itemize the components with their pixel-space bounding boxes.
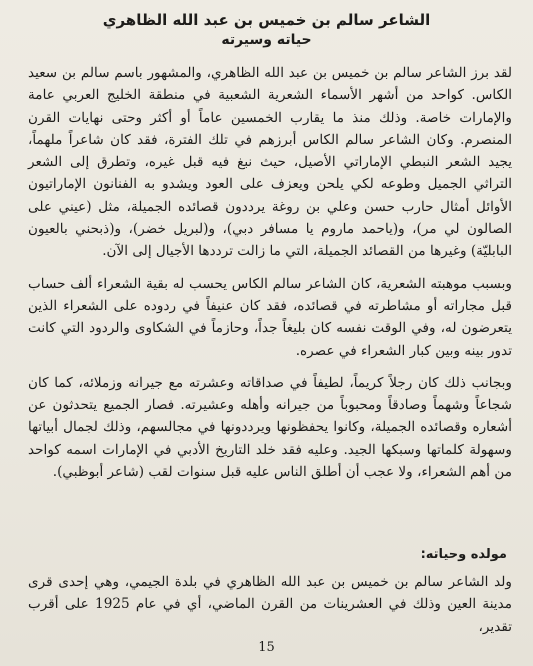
section-paragraph: ولد الشاعر سالم بن خميس بن عبد الله الظاهري في بلدة الجيمي، وهي إحدى قرى مدينة العين وذلك في العشرينات من القرن الماضي، أي في عام 1925 على أقرب تقدير، (28, 574, 512, 635)
paragraph-3: وبجانب ذلك كان رجلاً كريماً، لطيفاً في صداقاته وعشرته مع جيرانه وزملائه، كما كان شجاعاً وشهماً وصادقاً ومحبوباً من جيرانه وأهله وعشيرته. فصار الجميع يتحدثون عن أشعاره وقصائده الجميلة، وكانوا يحفظونها ويرددونها في مجالسهم، وذلك لجمال أبياتها وسهولة كلماتها وسبكها الجيد. وعليه فقد خلد التاريخ الأدبي في الإمارات اسمه كواحد من أهم الشعراء، ولا عجب أن أطلق الناس عليه قبل سنوات لقب (شاعر أبوظبي). (28, 374, 512, 481)
title-block (0, 10, 533, 50)
section-heading: مولده وحياته: (420, 547, 507, 562)
page-subtitle: حياته وسيرته (221, 32, 312, 48)
paragraph-1: لقد برز الشاعر سالم بن خميس بن عبد الله الظاهري، والمشهور باسم سالم بن سعيد الكاس. كواحد من أشهر الأسماء الشعرية الشعبية في منطقة الخليج العربي عامة والإمارات خاصة. وذلك منذ ما يقارب الخمسين عاماً أو أكثر وحتى نهايات القرن المنصرم. وكان الشاعر سالم الكاس أبرزهم في تلك الفترة، فقد كان شاعراً ملهماً، يجيد الشعر النبطي الإماراتي الأصيل، حيث نبغ فيه قبل غيره، وتطرق إلى الشعر التراثي الجميل وطوعه لكي يلحن ويعزف على العود ويشدو به الفنانون الإماراتيون الأوائل أمثال حارب حسن وعلي بن روغة يرددون قصائده الجميلة، مثل (عيني على الصالون لي مر)، و(ياحمد ماروم يا مسافر دبي)، و(لبريل خضر)، و(ذبحني بالعيون البابليّة) وغيرها من القصائد الجميلة، التي ما زالت ترددها الأجيال إلى الآن. (28, 65, 512, 260)
page-title: الشاعر سالم بن خميس بن عبد الله الظاهري (102, 11, 431, 29)
page-number: 15 (258, 640, 275, 655)
paragraph-2: وبسبب موهبته الشعرية، كان الشاعر سالم الكاس يحسب له بقية الشعراء ألف حساب قبل مجاراته أو مشاطرته في قصائده، فقد كان عنيفاً في ردوده على الشعراء الذين يتعرضون له، وفي الوقت نفسه كان بليغاً جداً، وحازماً في الشكاوى والردود التي كانت تدور بينه وبين كبار الشعراء في عصره. (28, 275, 512, 359)
body-text (28, 62, 512, 493)
